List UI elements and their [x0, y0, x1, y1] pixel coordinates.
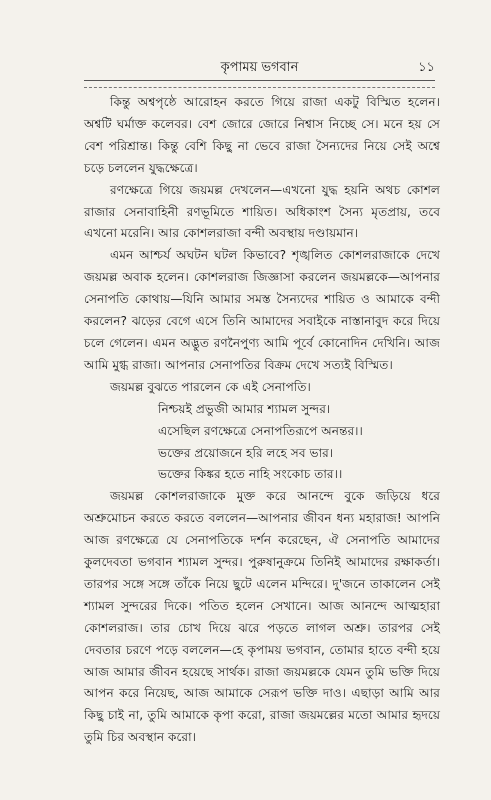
- running-title: কৃপাময় ভগবান: [220, 60, 299, 75]
- paragraph: কিন্তু অশ্বপৃষ্ঠে আরোহন করতে গিয়ে রাজা একটু বিস্মিত হলেন। অশ্বটি ঘর্মাক্ত কলেবর। বেশ জোরে জোরে নিশ্বাস নিচ্ছে সে। মনে হয় সে বেশ পরিশ্রান্ত। কিন্তু বেশি কিছু না ভেবে রাজা সৈন্যদের নিয়ে সেই অশ্বে চড়ে চললেন যুদ্ধক্ষেত্রে।: [84, 95, 440, 175]
- verse-line: ভক্তের প্রয়োজনে হরি লহে সব ভার।: [158, 445, 334, 460]
- paragraph: জয়মল্ল বুঝতে পারলেন কে এই সেনাপতি।: [110, 379, 311, 394]
- body-text: [84, 92, 440, 749]
- header-rule: [84, 80, 435, 88]
- paragraph: জয়মল্ল কোশলরাজাকে মুক্ত করে আনন্দে বুকে জড়িয়ে ধরে অশ্রুমোচন করতে করতে বললেন—আপনার জীবন ধন্য মহারাজ! আপনি আজ রণক্ষেত্রে যে সেনাপতিকে দর্শন করেছেন, ঐ সেনাপতি আমাদের কুলদেবতা ভগবান শ্যামল সুন্দর। পুরুষানুক্রমে তিনিই আমাদের রক্ষাকর্তা। তারপর সঙ্গে সঙ্গে তাঁকে নিয়ে ছুটে এলেন মন্দিরে। দু'জনে তাকালেন সেই শ্যামল সুন্দরের দিকে। পতিত হলেন সেখানে। আজ আনন্দে আত্মহারা কোশলরাজ। তার চোখ দিয়ে ঝরে পড়তে লাগল অশ্রু। তারপর সেই দেবতার চরণে পড়ে বললেন—হে কৃপাময় ভগবান, তোমার হাতে বন্দী হয়ে আজ আমার জীবন হয়েছে সার্থক। রাজা জয়মল্লকে যেমন তুমি ভক্তি দিয়ে আপন করে নিয়েছ, আজ আমাকে সেরূপ ভক্তি দাও। এছাড়া আমি আর কিছু চাই না, তুমি আমাকে কৃপা করো, রাজা জয়মল্লের মতো আমার হৃদয়ে তুমি চির অবস্থান করো।: [84, 489, 440, 745]
- verse-line: ভক্তের কিঙ্কর হতে নাহি সংকোচ তার।।: [158, 467, 343, 482]
- verse-line: এসেছিল রণক্ষেত্রে সেনাপতিরূপে অনন্তর।।: [158, 423, 363, 438]
- verse-stanza: [84, 399, 440, 487]
- verse-line: নিশ্চয়ই প্রভুজী আমার শ্যামল সুন্দর।: [158, 401, 331, 416]
- paragraph: এমন আশ্চর্য অঘটন ঘটল কিভাবে? শৃঙ্খলিত কোশলরাজাকে দেখে জয়মল্ল অবাক হলেন। কোশলরাজ জিজ্ঞাসা করলেন জয়মল্লকে—আপনার সেনাপতি কোথায়—যিনি আমার সমস্ত সৈন্যদের শায়িত ও আমাকে বন্দী করলেন? ঝড়ের বেগে এসে তিনি আমাদের সবাইকে নাস্তানাবুদ করে দিয়ে চলে গেলেন। এমন অদ্ভুত রণনৈপুণ্য আমি পূর্বে কোনোদিন দেখিনি। আজ আমি মুগ্ধ রাজা। আপনার সেনাপতির বিক্রম দেখে সত্যই বিস্মিত।: [84, 248, 440, 372]
- paragraph: রণক্ষেত্রে গিয়ে জয়মল্ল দেখলেন—এখনো যুদ্ধ হয়নি অথচ কোশল রাজার সেনাবাহিনী রণভূমিতে শায়িত। অধিকাংশ সৈন্য মৃতপ্রায়, তবে এখনো মরেনি। আর কোশলরাজা বন্দী অবস্থায় দণ্ডায়মান।: [84, 182, 440, 241]
- page-number: ১১: [418, 60, 435, 75]
- page-header: [84, 58, 435, 80]
